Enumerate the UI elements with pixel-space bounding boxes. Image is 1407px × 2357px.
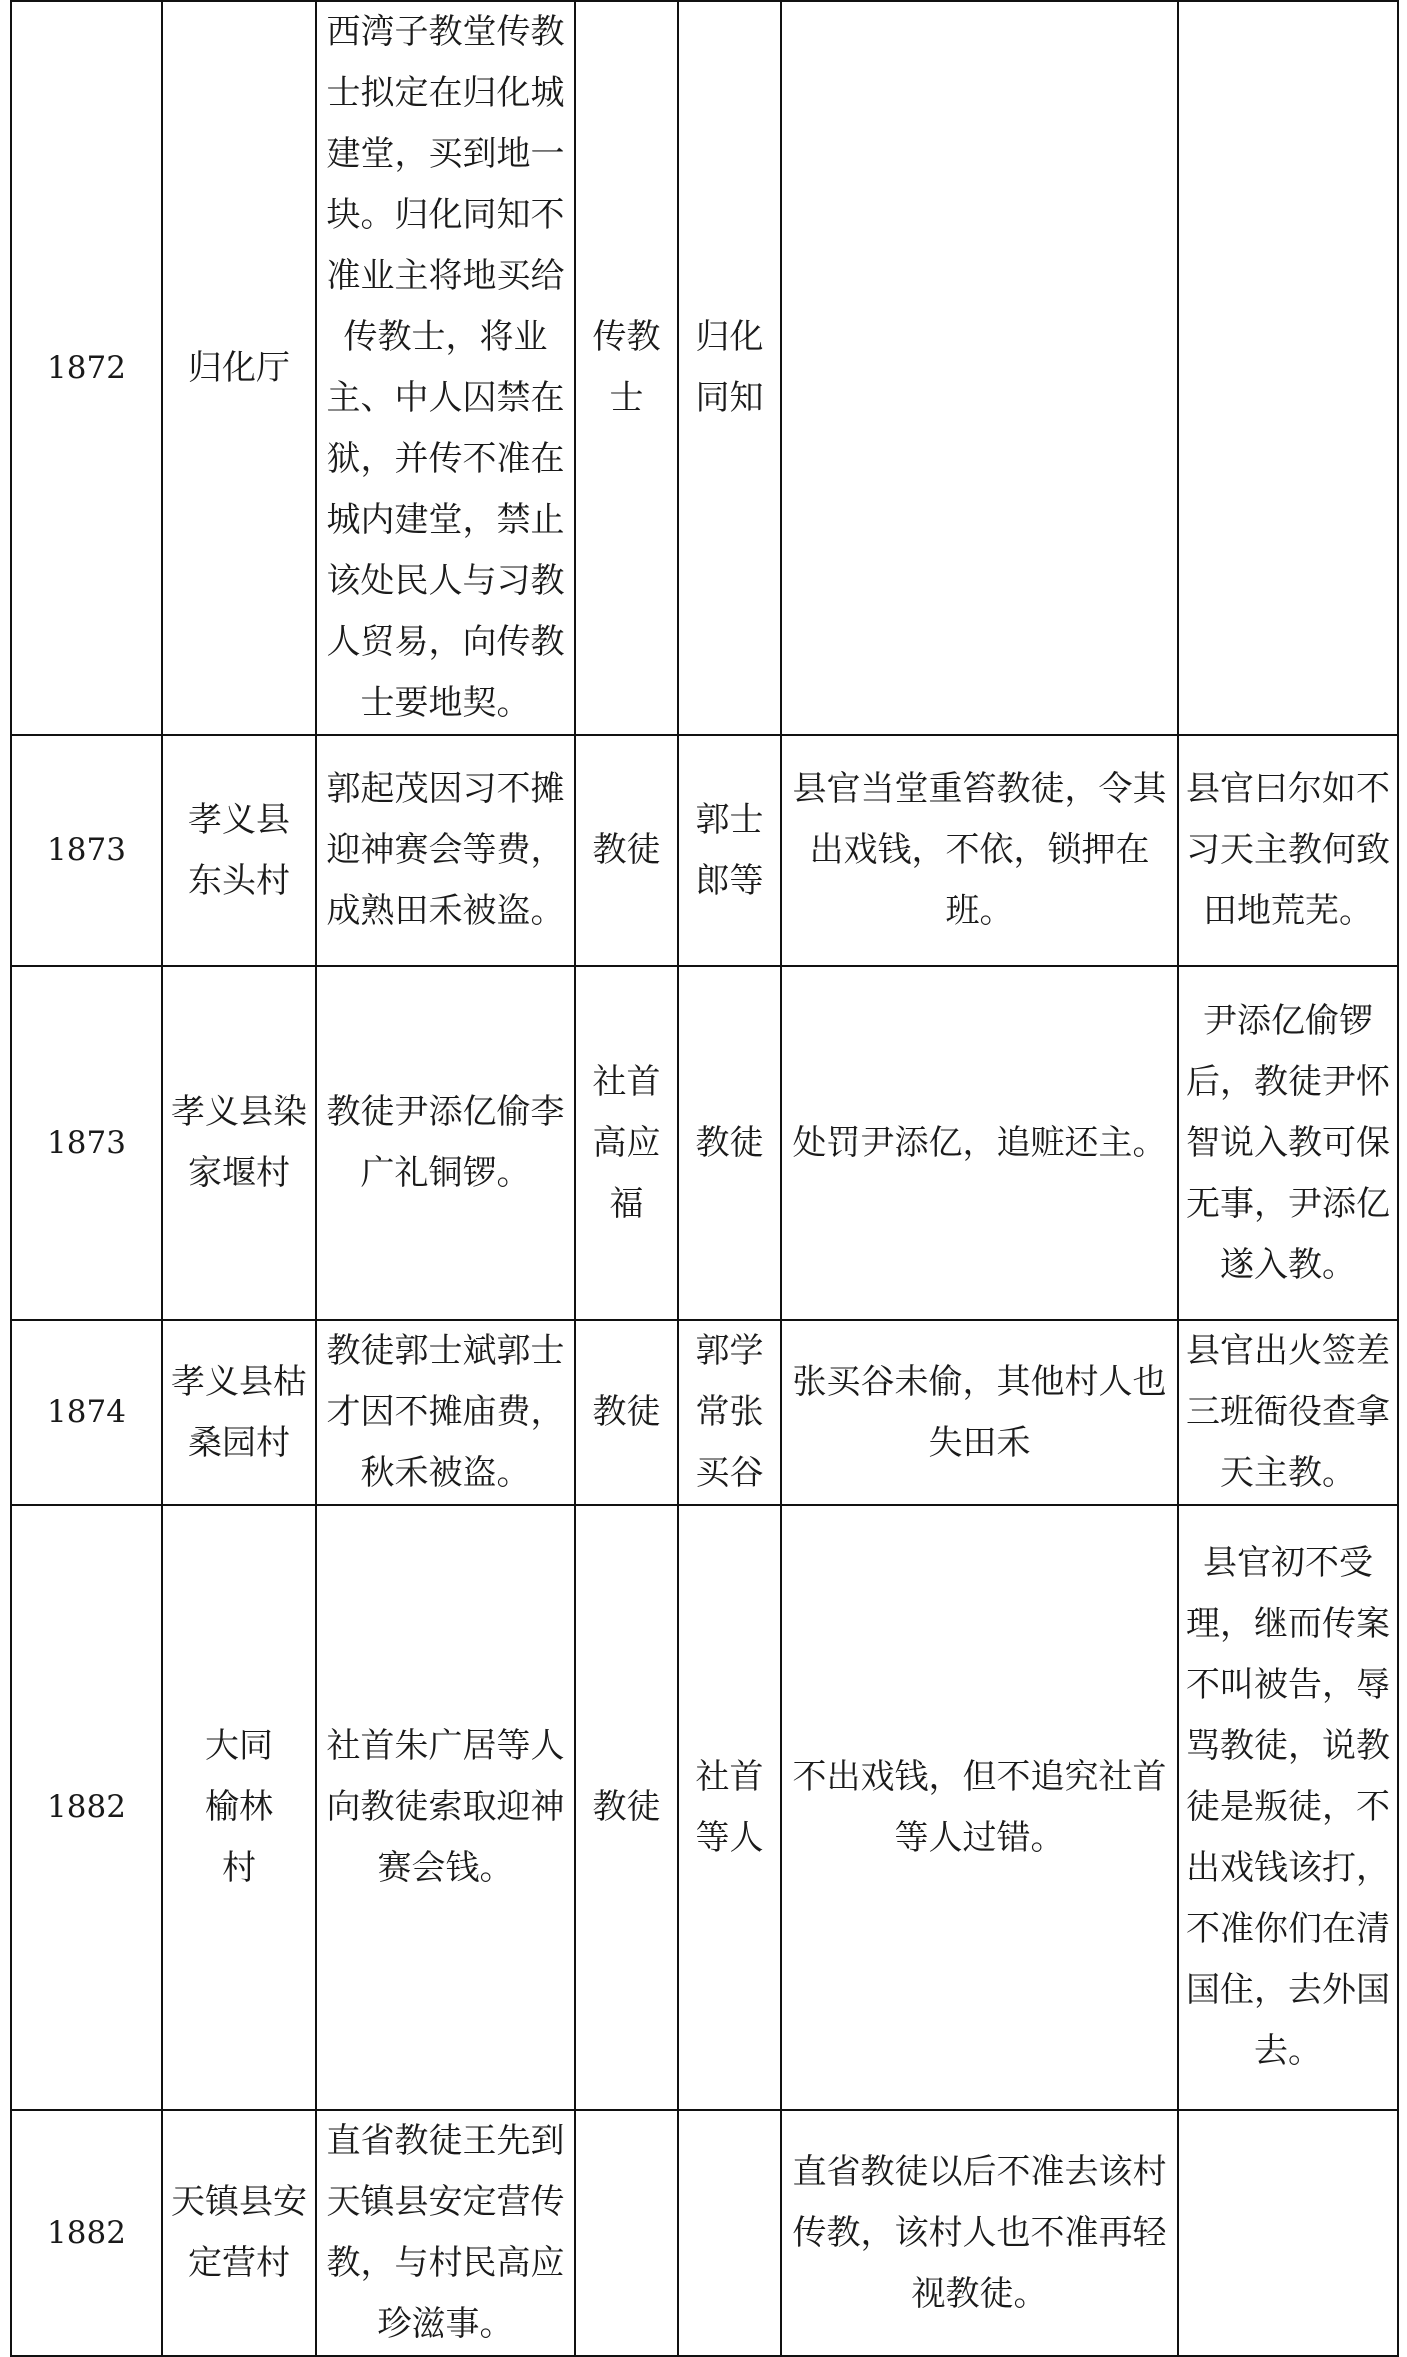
record-table <box>10 0 1399 2357</box>
plaintiff-cell <box>575 2110 678 2356</box>
place-cell: 天镇县安定营村 <box>162 2110 316 2356</box>
remark-cell <box>1178 2110 1398 2356</box>
remark-cell: 县官出火签差三班衙役查拿天主教。 <box>1178 1320 1398 1505</box>
year-cell: 1873 <box>11 735 162 966</box>
table-row <box>11 2110 1398 2356</box>
defendant-cell: 郭学常张买谷 <box>678 1320 781 1505</box>
remark-cell: 县官初不受理，继而传案不叫被告，辱骂教徒，说教徒是叛徒，不出戏钱该打，不准你们在清国住，去外国去。 <box>1178 1505 1398 2110</box>
cause-cell: 西湾子教堂传教士拟定在归化城建堂，买到地一块。归化同知不准业主将地买给传教士，将业主、中人囚禁在狱，并传不准在城内建堂，禁止该处民人与习教人贸易，向传教士要地契。 <box>316 1 575 735</box>
outcome-cell: 不出戏钱，但不追究社首等人过错。 <box>781 1505 1178 2110</box>
defendant-cell: 归化同知 <box>678 1 781 735</box>
defendant-cell: 教徒 <box>678 966 781 1320</box>
year-cell: 1882 <box>11 1505 162 2110</box>
cause-cell: 教徒尹添亿偷李广礼铜锣。 <box>316 966 575 1320</box>
outcome-cell: 处罚尹添亿，追赃还主。 <box>781 966 1178 1320</box>
plaintiff-cell: 社首高应福 <box>575 966 678 1320</box>
place-cell: 孝义县枯桑园村 <box>162 1320 316 1505</box>
defendant-cell: 社首等人 <box>678 1505 781 2110</box>
outcome-cell: 张买谷未偷，其他村人也失田禾 <box>781 1320 1178 1505</box>
table-row <box>11 735 1398 966</box>
year-cell: 1882 <box>11 2110 162 2356</box>
plaintiff-cell: 传教士 <box>575 1 678 735</box>
table-row <box>11 1 1398 735</box>
defendant-cell: 郭士郎等 <box>678 735 781 966</box>
remark-cell: 县官曰尔如不习天主教何致田地荒芜。 <box>1178 735 1398 966</box>
plaintiff-cell: 教徒 <box>575 1320 678 1505</box>
year-cell: 1874 <box>11 1320 162 1505</box>
place-cell: 孝义县染家堰村 <box>162 966 316 1320</box>
remark-cell <box>1178 1 1398 735</box>
place-cell: 孝义县东头村 <box>162 735 316 966</box>
defendant-cell <box>678 2110 781 2356</box>
place-cell: 大同榆林村 <box>162 1505 316 2110</box>
table-row <box>11 1320 1398 1505</box>
plaintiff-cell: 教徒 <box>575 1505 678 2110</box>
outcome-cell: 县官当堂重笞教徒，令其出戏钱，不依，锁押在班。 <box>781 735 1178 966</box>
cause-cell: 社首朱广居等人向教徒索取迎神赛会钱。 <box>316 1505 575 2110</box>
year-cell: 1872 <box>11 1 162 735</box>
remark-cell: 尹添亿偷锣后，教徒尹怀智说入教可保无事，尹添亿遂入教。 <box>1178 966 1398 1320</box>
outcome-cell: 直省教徒以后不准去该村传教，该村人也不准再轻视教徒。 <box>781 2110 1178 2356</box>
cause-cell: 郭起茂因习不摊迎神赛会等费，成熟田禾被盗。 <box>316 735 575 966</box>
cause-cell: 教徒郭士斌郭士才因不摊庙费，秋禾被盗。 <box>316 1320 575 1505</box>
table-row <box>11 1505 1398 2110</box>
place-cell: 归化厅 <box>162 1 316 735</box>
cause-cell: 直省教徒王先到天镇县安定营传教，与村民高应珍滋事。 <box>316 2110 575 2356</box>
table-row <box>11 966 1398 1320</box>
outcome-cell <box>781 1 1178 735</box>
year-cell: 1873 <box>11 966 162 1320</box>
plaintiff-cell: 教徒 <box>575 735 678 966</box>
